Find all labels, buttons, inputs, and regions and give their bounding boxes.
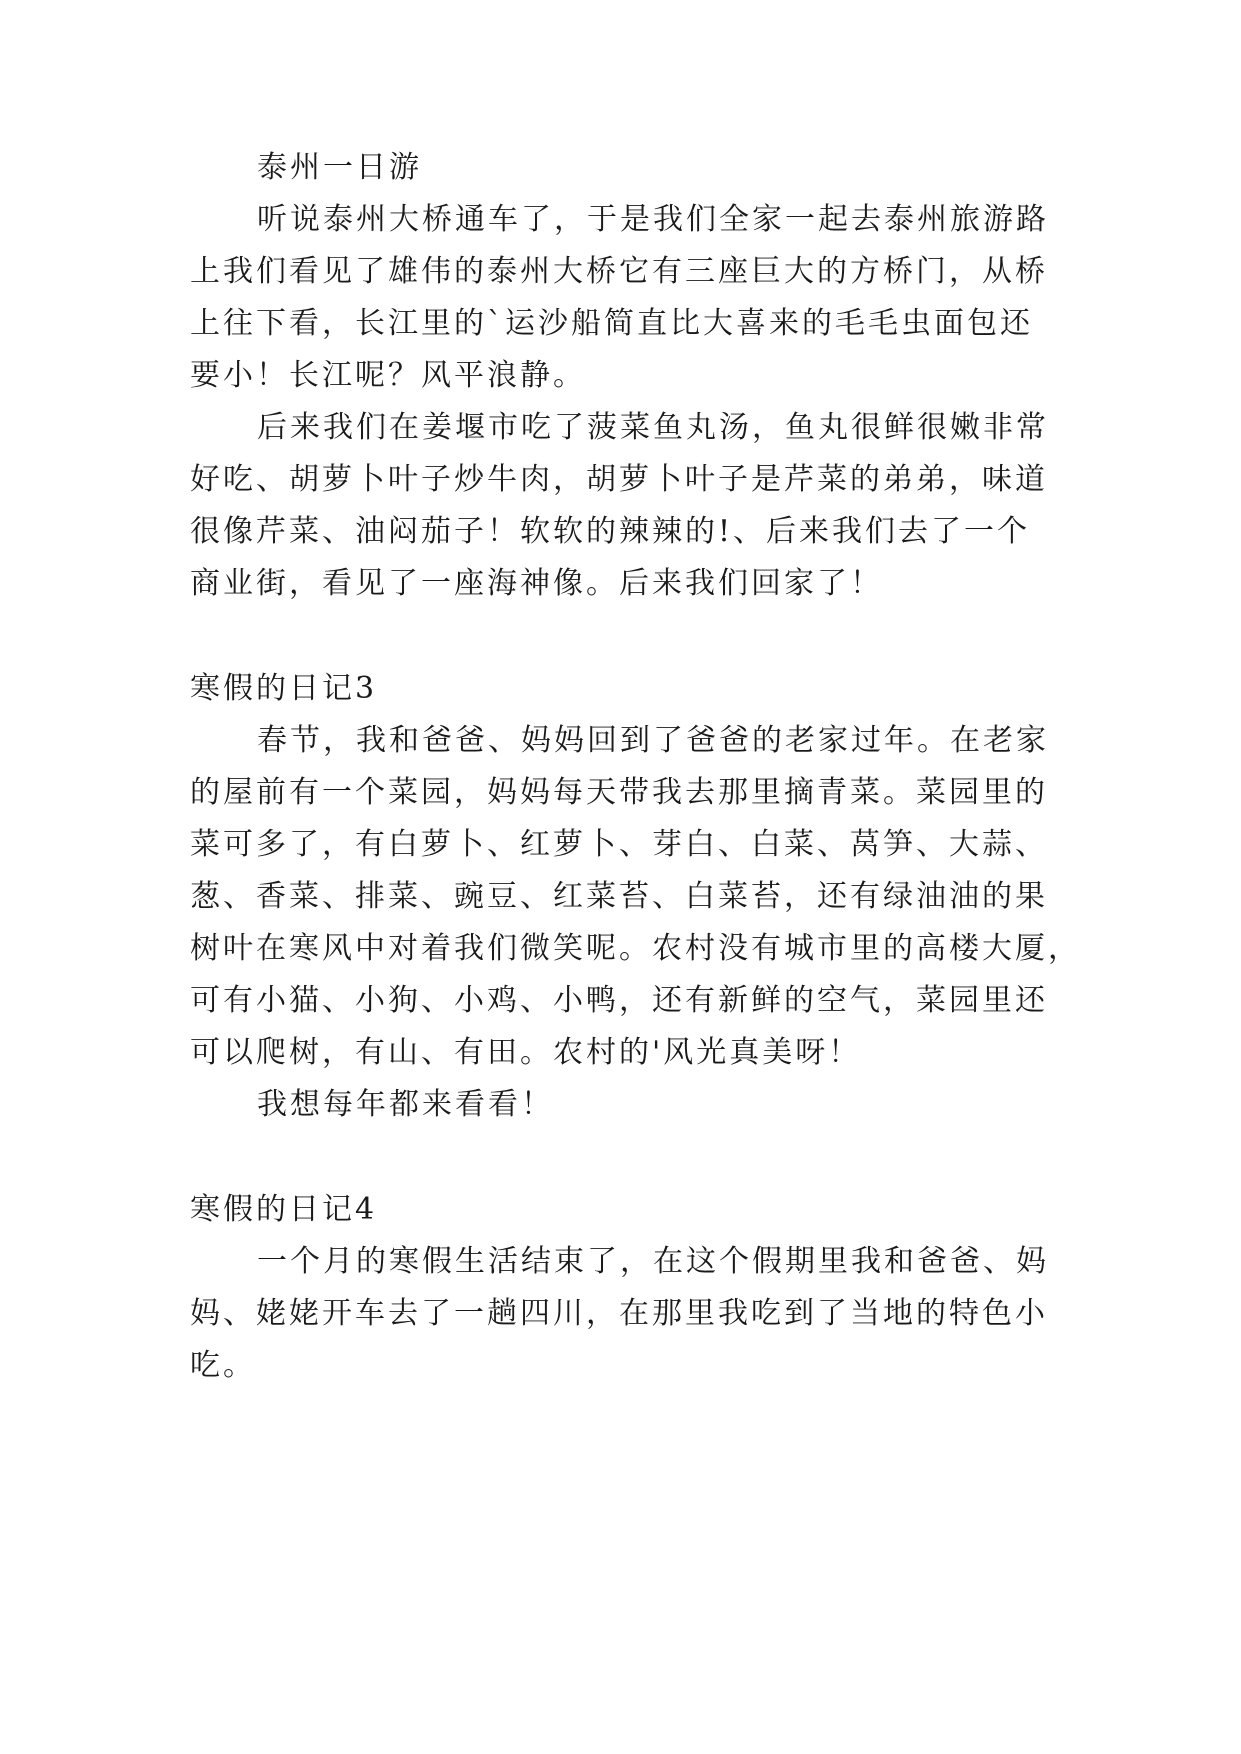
paragraph-line: 树叶在寒风中对着我们微笑呢。农村没有城市里的高楼大厦， xyxy=(190,931,1081,966)
paragraph-line: 我想每年都来看看！ xyxy=(257,1087,554,1122)
paragraph-line: 要小！长江呢？风平浪静。 xyxy=(190,358,586,393)
paragraph-line: 上往下看，长江里的`运沙船简直比大喜来的毛毛虫面包还 xyxy=(190,306,1033,341)
paragraph-line: 的屋前有一个菜园，妈妈每天带我去那里摘青菜。菜园里的 xyxy=(190,775,1048,810)
section-title-diary-3: 寒假的日记3 xyxy=(190,671,378,706)
paragraph-line: 后来我们在姜堰市吃了菠菜鱼丸汤，鱼丸很鲜很嫩非常 xyxy=(257,410,1049,445)
paragraph-line: 听说泰州大桥通车了，于是我们全家一起去泰州旅游路 xyxy=(257,202,1049,237)
paragraph-line: 春节，我和爸爸、妈妈回到了爸爸的老家过年。在老家 xyxy=(257,723,1049,758)
paragraph-line: 可以爬树，有山、有田。农村的'风光真美呀！ xyxy=(190,1035,862,1070)
section-title-diary-4: 寒假的日记4 xyxy=(190,1192,378,1227)
paragraph-line: 很像芹菜、油闷茄子！软软的辣辣的!、后来我们去了一个 xyxy=(190,514,1031,549)
paragraph-line: 上我们看见了雄伟的泰州大桥它有三座巨大的方桥门，从桥 xyxy=(190,254,1048,289)
paragraph-line: 可有小猫、小狗、小鸡、小鸭，还有新鲜的空气，菜园里还 xyxy=(190,983,1048,1018)
paragraph-line: 妈、姥姥开车去了一趟四川，在那里我吃到了当地的特色小 xyxy=(190,1296,1048,1331)
paragraph-line: 菜可多了，有白萝卜、红萝卜、芽白、白菜、莴笋、大蒜、 xyxy=(190,827,1048,862)
paragraph-line: 吃。 xyxy=(190,1348,256,1383)
paragraph-line: 商业街，看见了一座海神像。后来我们回家了！ xyxy=(190,566,883,601)
paragraph-line: 好吃、胡萝卜叶子炒牛肉，胡萝卜叶子是芹菜的弟弟，味道 xyxy=(190,462,1048,497)
section-title-taizhou: 泰州一日游 xyxy=(257,150,422,185)
paragraph-line: 一个月的寒假生活结束了，在这个假期里我和爸爸、妈 xyxy=(257,1244,1049,1279)
paragraph-line: 葱、香菜、排菜、豌豆、红菜苔、白菜苔，还有绿油油的果 xyxy=(190,879,1048,914)
